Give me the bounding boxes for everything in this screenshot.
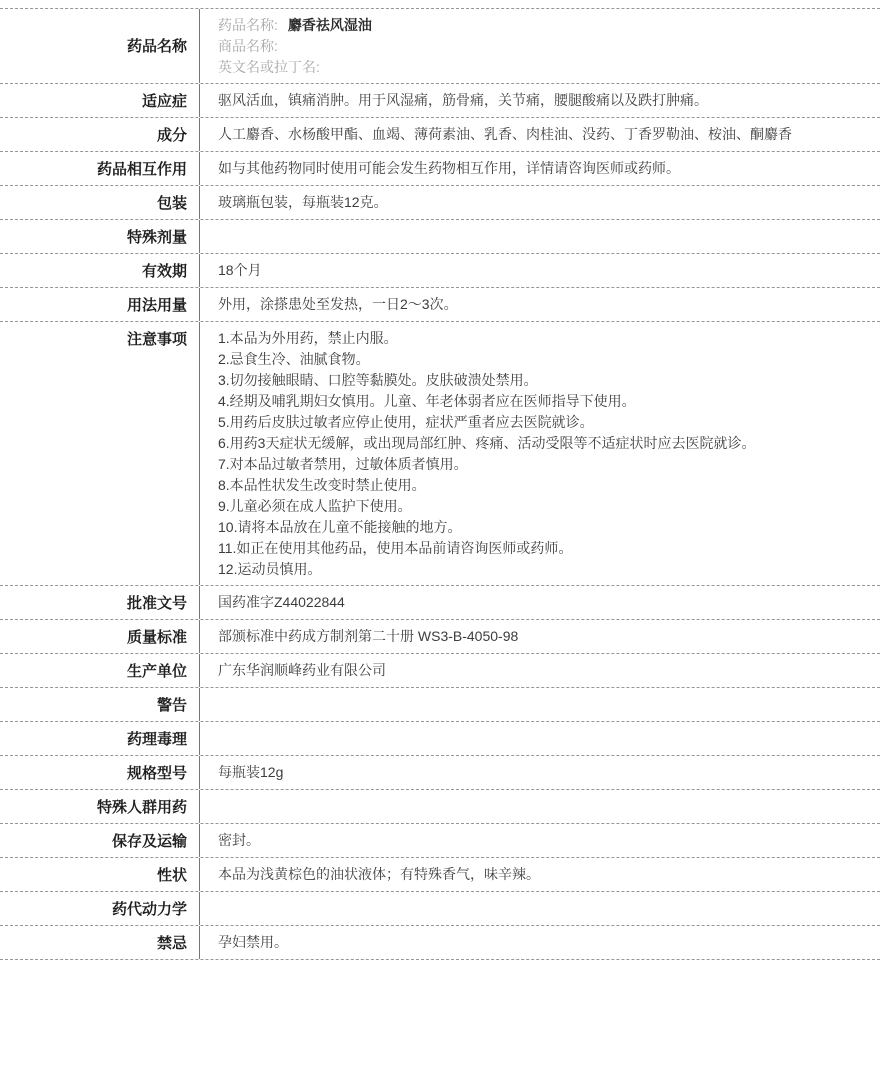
- row-content: [200, 322, 880, 585]
- table-row: [0, 926, 880, 960]
- row-content: [200, 790, 880, 823]
- table-row: [0, 586, 880, 620]
- row-content: [200, 220, 880, 253]
- field-key: 商品名称:: [218, 38, 278, 54]
- precaution-line: 3.切勿接触眼睛、口腔等黏膜处。皮肤破溃处禁用。: [218, 372, 538, 388]
- row-label: 特殊人群用药: [0, 790, 200, 823]
- table-row: [0, 858, 880, 892]
- row-label: 药理毒理: [0, 722, 200, 755]
- table-row: [0, 892, 880, 926]
- row-content: 如与其他药物同时使用可能会发生药物相互作用，详情请咨询医师或药师。: [218, 160, 680, 176]
- table-row: [0, 688, 880, 722]
- row-label: 适应症: [0, 84, 200, 117]
- row-label: 药品名称: [0, 9, 200, 83]
- row-content: 18个月: [218, 262, 262, 278]
- table-row: [0, 9, 880, 84]
- row-label: 批准文号: [0, 586, 200, 619]
- table-row: [0, 790, 880, 824]
- row-label: 保存及运输: [0, 824, 200, 857]
- table-row: [0, 288, 880, 322]
- table-row: [0, 824, 880, 858]
- drug-name-field-line: [218, 36, 854, 57]
- row-content: [200, 9, 880, 83]
- precaution-line: 9.儿童必须在成人监护下使用。: [218, 498, 412, 514]
- row-content: [200, 722, 880, 755]
- field-value: 麝香祛风湿油: [287, 17, 372, 33]
- table-row: [0, 756, 880, 790]
- precaution-line: 10.请将本品放在儿童不能接触的地方。: [218, 519, 462, 535]
- row-content: 部颁标准中药成方制剂第二十册 WS3-B-4050-98: [218, 628, 519, 644]
- drug-name-field-line: [218, 57, 854, 78]
- table-row: [0, 254, 880, 288]
- row-label: 包装: [0, 186, 200, 219]
- table-row: [0, 322, 880, 586]
- table-row: [0, 152, 880, 186]
- row-content: [200, 892, 880, 925]
- row-content: 驱风活血，镇痛消肿。用于风湿痛，筋骨痛，关节痛，腰腿酸痛以及跌打肿痛。: [218, 92, 708, 108]
- table-row: [0, 186, 880, 220]
- row-content: 广东华润顺峰药业有限公司: [218, 662, 386, 678]
- precaution-line: 11.如正在使用其他药品，使用本品前请咨询医师或药师。: [218, 540, 573, 556]
- precaution-line: 7.对本品过敏者禁用，过敏体质者慎用。: [218, 456, 468, 472]
- row-label: 成分: [0, 118, 200, 151]
- precaution-line: 1.本品为外用药，禁止内服。: [218, 330, 398, 346]
- row-label: 性状: [0, 858, 200, 891]
- row-label: 特殊剂量: [0, 220, 200, 253]
- row-label: 质量标准: [0, 620, 200, 653]
- row-label: 规格型号: [0, 756, 200, 789]
- row-content: 孕妇禁用。: [218, 934, 288, 950]
- table-row: [0, 220, 880, 254]
- field-key: 英文名或拉丁名:: [218, 59, 320, 75]
- row-content: 外用，涂搽患处至发热，一日2～3次。: [218, 296, 458, 312]
- precaution-line: 2.忌食生冷、油腻食物。: [218, 351, 370, 367]
- row-label: 警告: [0, 688, 200, 721]
- row-label: 药代动力学: [0, 892, 200, 925]
- precaution-line: 8.本品性状发生改变时禁止使用。: [218, 477, 426, 493]
- row-label: 注意事项: [0, 322, 200, 585]
- table-row: [0, 84, 880, 118]
- row-content: 玻璃瓶包装，每瓶装12克。: [218, 194, 388, 210]
- table-row: [0, 118, 880, 152]
- row-label: 禁忌: [0, 926, 200, 959]
- precaution-line: 4.经期及哺乳期妇女慎用。儿童、年老体弱者应在医师指导下使用。: [218, 393, 636, 409]
- row-content: 国药准字Z44022844: [218, 594, 345, 610]
- precaution-line: 5.用药后皮肤过敏者应停止使用，症状严重者应去医院就诊。: [218, 414, 594, 430]
- row-content: 每瓶装12g: [218, 764, 284, 780]
- row-content: 密封。: [218, 832, 260, 848]
- table-row: [0, 722, 880, 756]
- table-row: [0, 654, 880, 688]
- row-label: 有效期: [0, 254, 200, 287]
- precaution-line: 6.用药3天症状无缓解，或出现局部红肿、疼痛、活动受限等不适症状时应去医院就诊。: [218, 435, 756, 451]
- drug-name-field-line: [218, 15, 854, 36]
- row-content: 本品为浅黄棕色的油状液体；有特殊香气，味辛辣。: [218, 866, 540, 882]
- field-key: 药品名称:: [218, 17, 278, 33]
- row-label: 药品相互作用: [0, 152, 200, 185]
- row-label: 用法用量: [0, 288, 200, 321]
- precaution-line: 12.运动员慎用。: [218, 561, 322, 577]
- row-content: [200, 688, 880, 721]
- table-row: [0, 620, 880, 654]
- row-label: 生产单位: [0, 654, 200, 687]
- row-content: 人工麝香、水杨酸甲酯、血竭、薄荷素油、乳香、肉桂油、没药、丁香罗勒油、桉油、酮麝香: [218, 126, 792, 142]
- drug-info-table: [0, 8, 880, 960]
